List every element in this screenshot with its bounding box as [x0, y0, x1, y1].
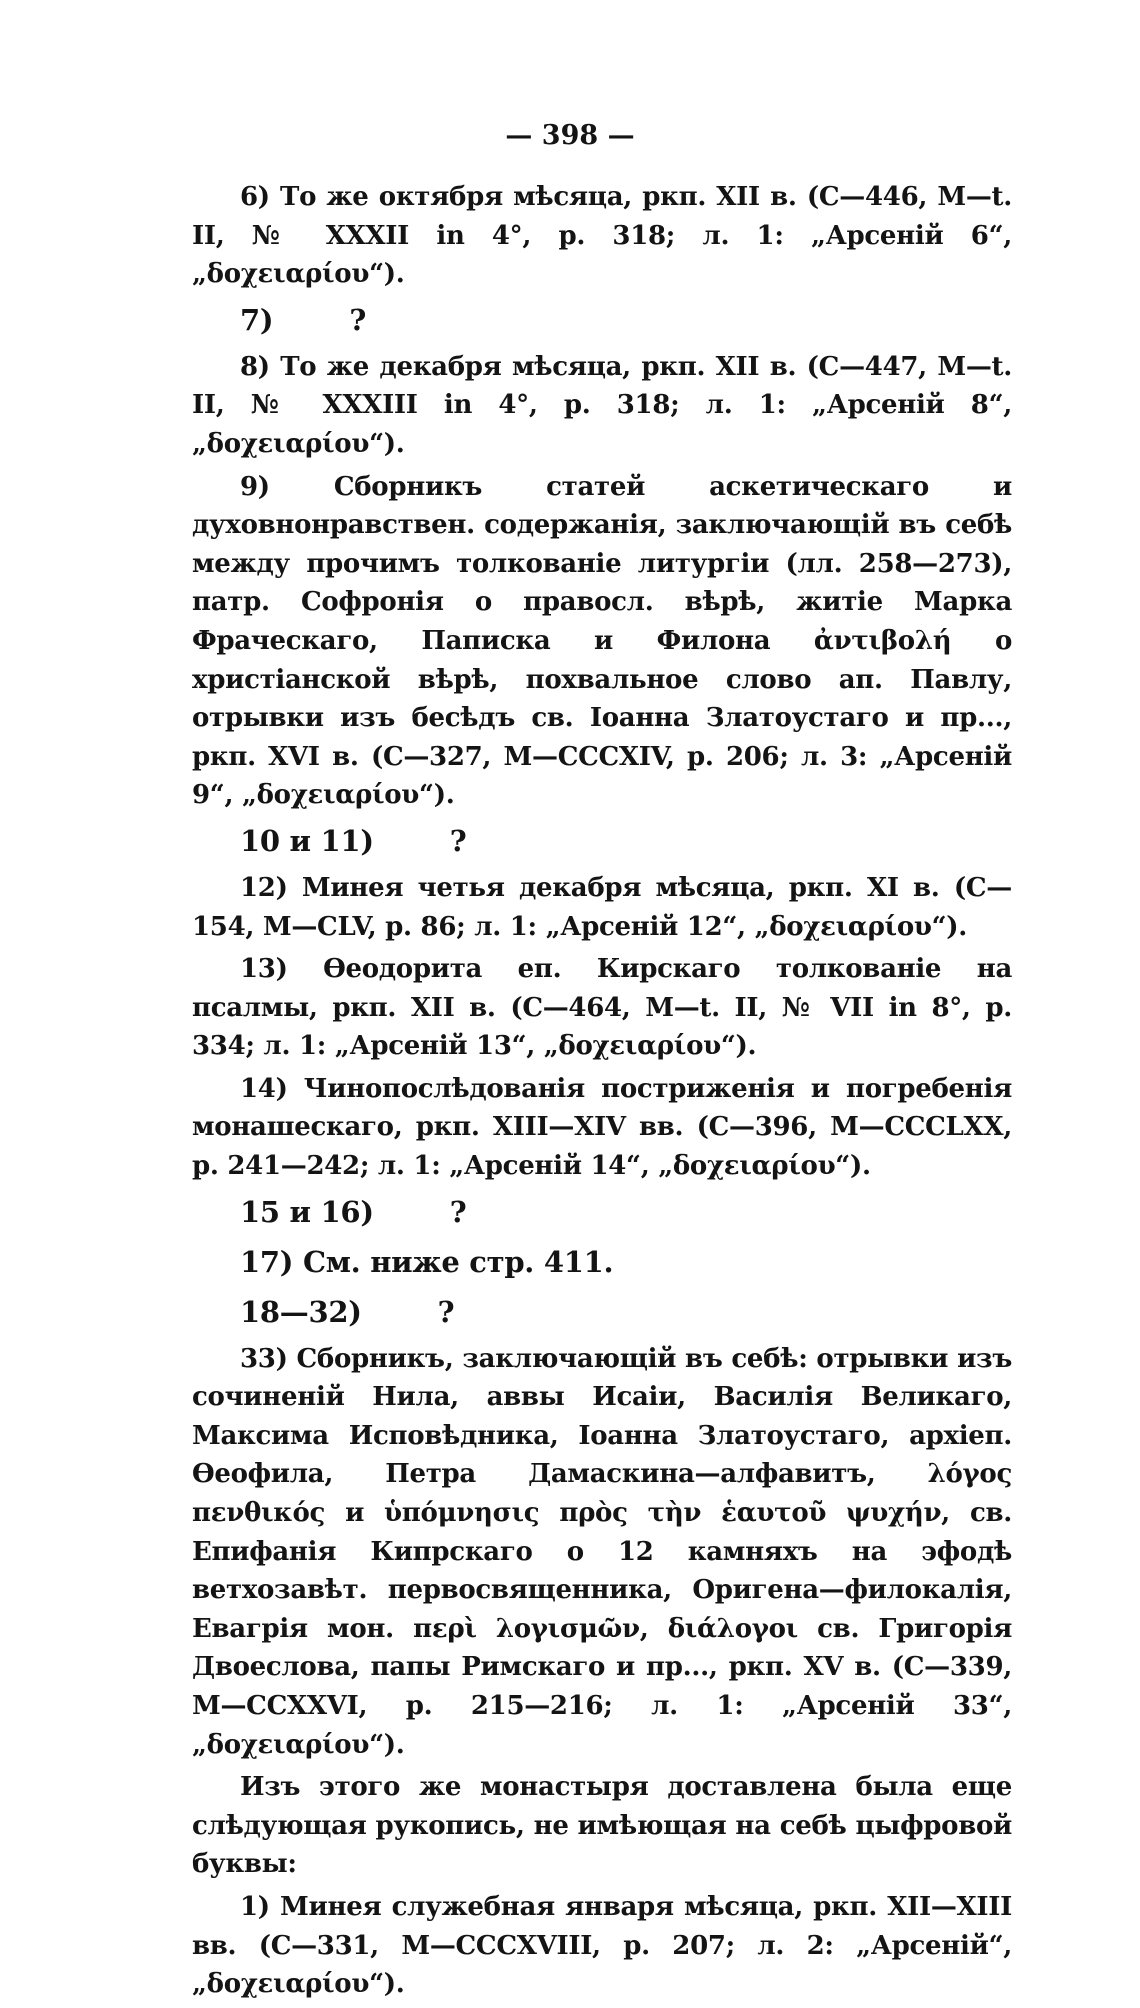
entry-14: 14) Чинопослѣдованія постриженія и погребенія монашескаго, ркп. XIII—XIV вв. (С—396, M—CCCLXX, p. 241—242; л. 1: „Арсеній 14“, „δοχειαρίου“). — [192, 1073, 1012, 1182]
question-mark: ? — [449, 1194, 467, 1229]
question-mark: ? — [437, 1294, 455, 1329]
entry-1-unnumbered: 1) Минея служебная января мѣсяца, ркп. XII—XIII вв. (С—331, M—CCCXVIII, p. 207; л. 2: „Арсеній“, „δοχειαρίου“). — [192, 1891, 1012, 2000]
entry-label: 10 и 11) — [240, 823, 374, 858]
question-mark: ? — [349, 302, 367, 337]
entry-33: 33) Сборникъ, заключающій въ себѣ: отрывки изъ сочиненій Нила, аввы Исаіи, Василія Великаго, Максима Исповѣдника, Іоанна Златоустаго, архіеп. Ѳеофила, Петра Дамаскина—алфавитъ, λόγος πενθικός и ὑπόμνησις πρὸς τὴν ἑαυτοῦ ψυχήν, св. Епифанія Кипрскаго о 12 камняхъ на эфодѣ ветхозавѣт. первосвященника, Оригена—филокалія, Евагрія мон. περὶ λογισμῶν, διάλογοι св. Григорія Двоеслова, папы Римскаго и пр..., ркп. XV в. (С—339, M—CCXXVI, p. 215—216; л. 1: „Арсеній 33“, „δοχειαρίου“). — [192, 1343, 1012, 1760]
entry-15-16 — [192, 1190, 1012, 1234]
text-column — [192, 178, 1012, 2008]
entry-10-11 — [192, 819, 1012, 863]
entry-17 — [192, 1240, 1012, 1284]
entry-label: 7) — [240, 302, 274, 337]
entry-12: 12) Минея четья декабря мѣсяца, ркп. XI в. (С—154, M—CLV, p. 86; л. 1: „Арсеній 12“, „δοχειαρίου“). — [192, 872, 1012, 942]
question-mark: ? — [449, 823, 467, 858]
entry-13: 13) Ѳеодорита еп. Кирскаго толкованіе на псалмы, ркп. XII в. (С—464, M—t. II, № VII in 8°, p. 334; л. 1: „Арсеній 13“, „δοχειαρίου“). — [192, 954, 1012, 1062]
entry-9: 9) Сборникъ статей аскетическаго и духовнонравствен. содержанія, заключающій въ себѣ между прочимъ толкованіе литургіи (лл. 258—273), патр. Софронія о правосл. вѣрѣ, житіе Марка Фраческаго, Паписка и Филона ἀντιβολή о христіанской вѣрѣ, похвальное слово ап. Павлу, отрывки изъ бесѣдъ св. Іоанна Златоустаго и пр..., ркп. XVI в. (С—327, M—CCCXIV, p. 206; л. 3: „Арсеній 9“, „δοχειαρίου“). — [192, 471, 1012, 811]
entry-18-32 — [192, 1290, 1012, 1334]
note-paragraph: Изъ этого же монастыря доставлена была еще слѣдующая рукопись, не имѣющая на себѣ цыфровой буквы: — [192, 1772, 1012, 1880]
entry-label: 15 и 16) — [240, 1194, 374, 1229]
entry-7 — [192, 298, 1012, 342]
page-number: — 398 — — [505, 120, 635, 151]
entry-label: 18—32) — [240, 1294, 362, 1329]
entry-8: 8) То же декабря мѣсяца, ркп. XII в. (С—447, M—t. II, № XXXIII in 4°, p. 318; л. 1: „Арсеній 8“, „δοχειαρίου“). — [192, 351, 1012, 459]
entry-6: 6) То же октября мѣсяца, ркп. XII в. (С—446, M—t. II, № XXXII in 4°, p. 318; л. 1: „Арсеній 6“, „δοχειαρίου“). — [192, 182, 1012, 290]
entry-label: 17) См. ниже стр. 411. — [240, 1244, 614, 1279]
